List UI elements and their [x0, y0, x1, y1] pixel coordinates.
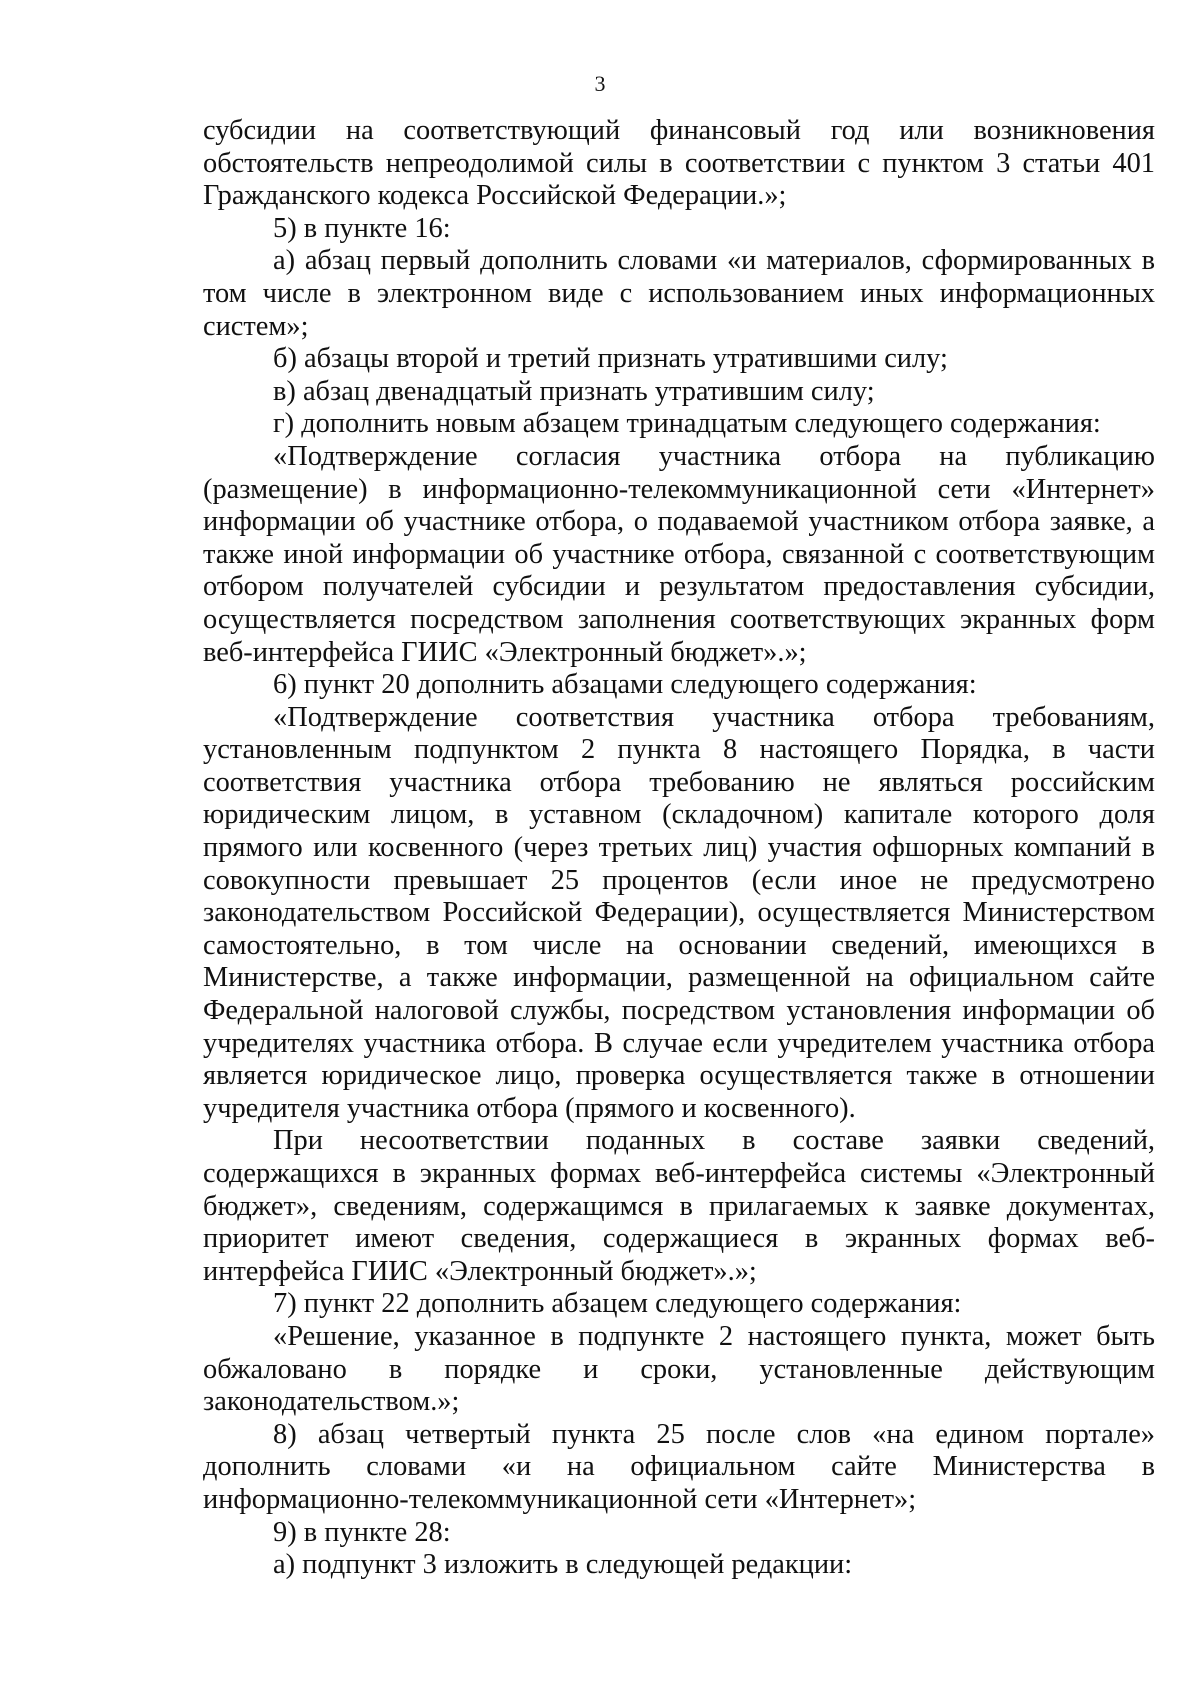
paragraph-continuation: субсидии на соответствующий финансовый год или возникновения обстоятельств непреодолимой силы в соответствии с пунктом 3 статьи 401 Гражданского кодекса Российской Федерации.»; — [203, 115, 1155, 212]
paragraph-subitem-9a: а) подпункт 3 изложить в следующей редакции: — [273, 1549, 853, 1581]
paragraph-quote-compliance: «Подтверждение соответствия участника отбора требованиям, установленным подпунктом 2 пункта 8 настоящего Порядка, в части соответствия участника отбора требованию не являться российским юридическим лицом, в уставном (складочном) капитале которого доля прямого или косвенного (через третьих лиц) участия офшорных компаний в совокупности превышает 25 процентов (если иное не предусмотрено законодательством Российской Федерации), осуществляется Министерством самостоятельно, в том числе на основании сведений, имеющихся в Министерстве, а также информации, размещенной на официальном сайте Федеральной налоговой службы, посредством установления информации об учредителях участника отбора. В случае если учредителем участника отбора является юридическое лицо, проверка осуществляется также в отношении учредителя участника отбора (прямого и косвенного). — [203, 701, 1155, 1124]
paragraph-item-7: 7) пункт 22 дополнить абзацем следующего содержания: — [273, 1288, 962, 1320]
paragraph-item-8: 8) абзац четвертый пункта 25 после слов «на едином портале» дополнить словами «и на официальном сайте Министерства в информационно-телекоммуникационной сети «Интернет»; — [203, 1418, 1155, 1515]
paragraph-subitem-5b: б) абзацы второй и третий признать утратившими силу; — [273, 343, 948, 375]
paragraph-subitem-5d: г) дополнить новым абзацем тринадцатым следующего содержания: — [273, 408, 1101, 440]
paragraph-quote-consent: «Подтверждение согласия участника отбора на публикацию (размещение) в информационно-телекоммуникационной сети «Интернет» информации об участнике отбора, о подаваемой участником отбора заявке, а также иной информации об участнике отбора, связанной с соответствующим отбором получателей субсидии и результатом предоставления субсидии, осуществляется посредством заполнения соответствующих экранных форм веб-интерфейса ГИИС «Электронный бюджет».»; — [203, 440, 1155, 668]
document-body — [203, 115, 1155, 1582]
paragraph-quote-appeal: «Решение, указанное в подпункте 2 настоящего пункта, может быть обжаловано в порядке и сроки, установленные действующим законодательством.»; — [203, 1320, 1155, 1418]
paragraph-subitem-5c: в) абзац двенадцатый признать утратившим силу; — [273, 375, 875, 407]
paragraph-subitem-5a: а) абзац первый дополнить словами «и материалов, сформированных в том числе в электронном виде с использованием иных информационных систем»; — [203, 245, 1155, 342]
paragraph-discrepancy: При несоответствии поданных в составе заявки сведений, содержащихся в экранных формах веб-интерфейса системы «Электронный бюджет», сведениям, содержащимся в прилагаемых к заявке документах, приоритет имеют сведения, содержащиеся в экранных формах веб-интерфейса ГИИС «Электронный бюджет».»; — [203, 1125, 1155, 1287]
page-number: 3 — [594, 71, 606, 96]
paragraph-item-9: 9) в пункте 28: — [273, 1516, 451, 1548]
paragraph-item-5: 5) в пункте 16: — [273, 212, 451, 244]
paragraph-item-6: 6) пункт 20 дополнить абзацами следующего содержания: — [273, 669, 977, 701]
